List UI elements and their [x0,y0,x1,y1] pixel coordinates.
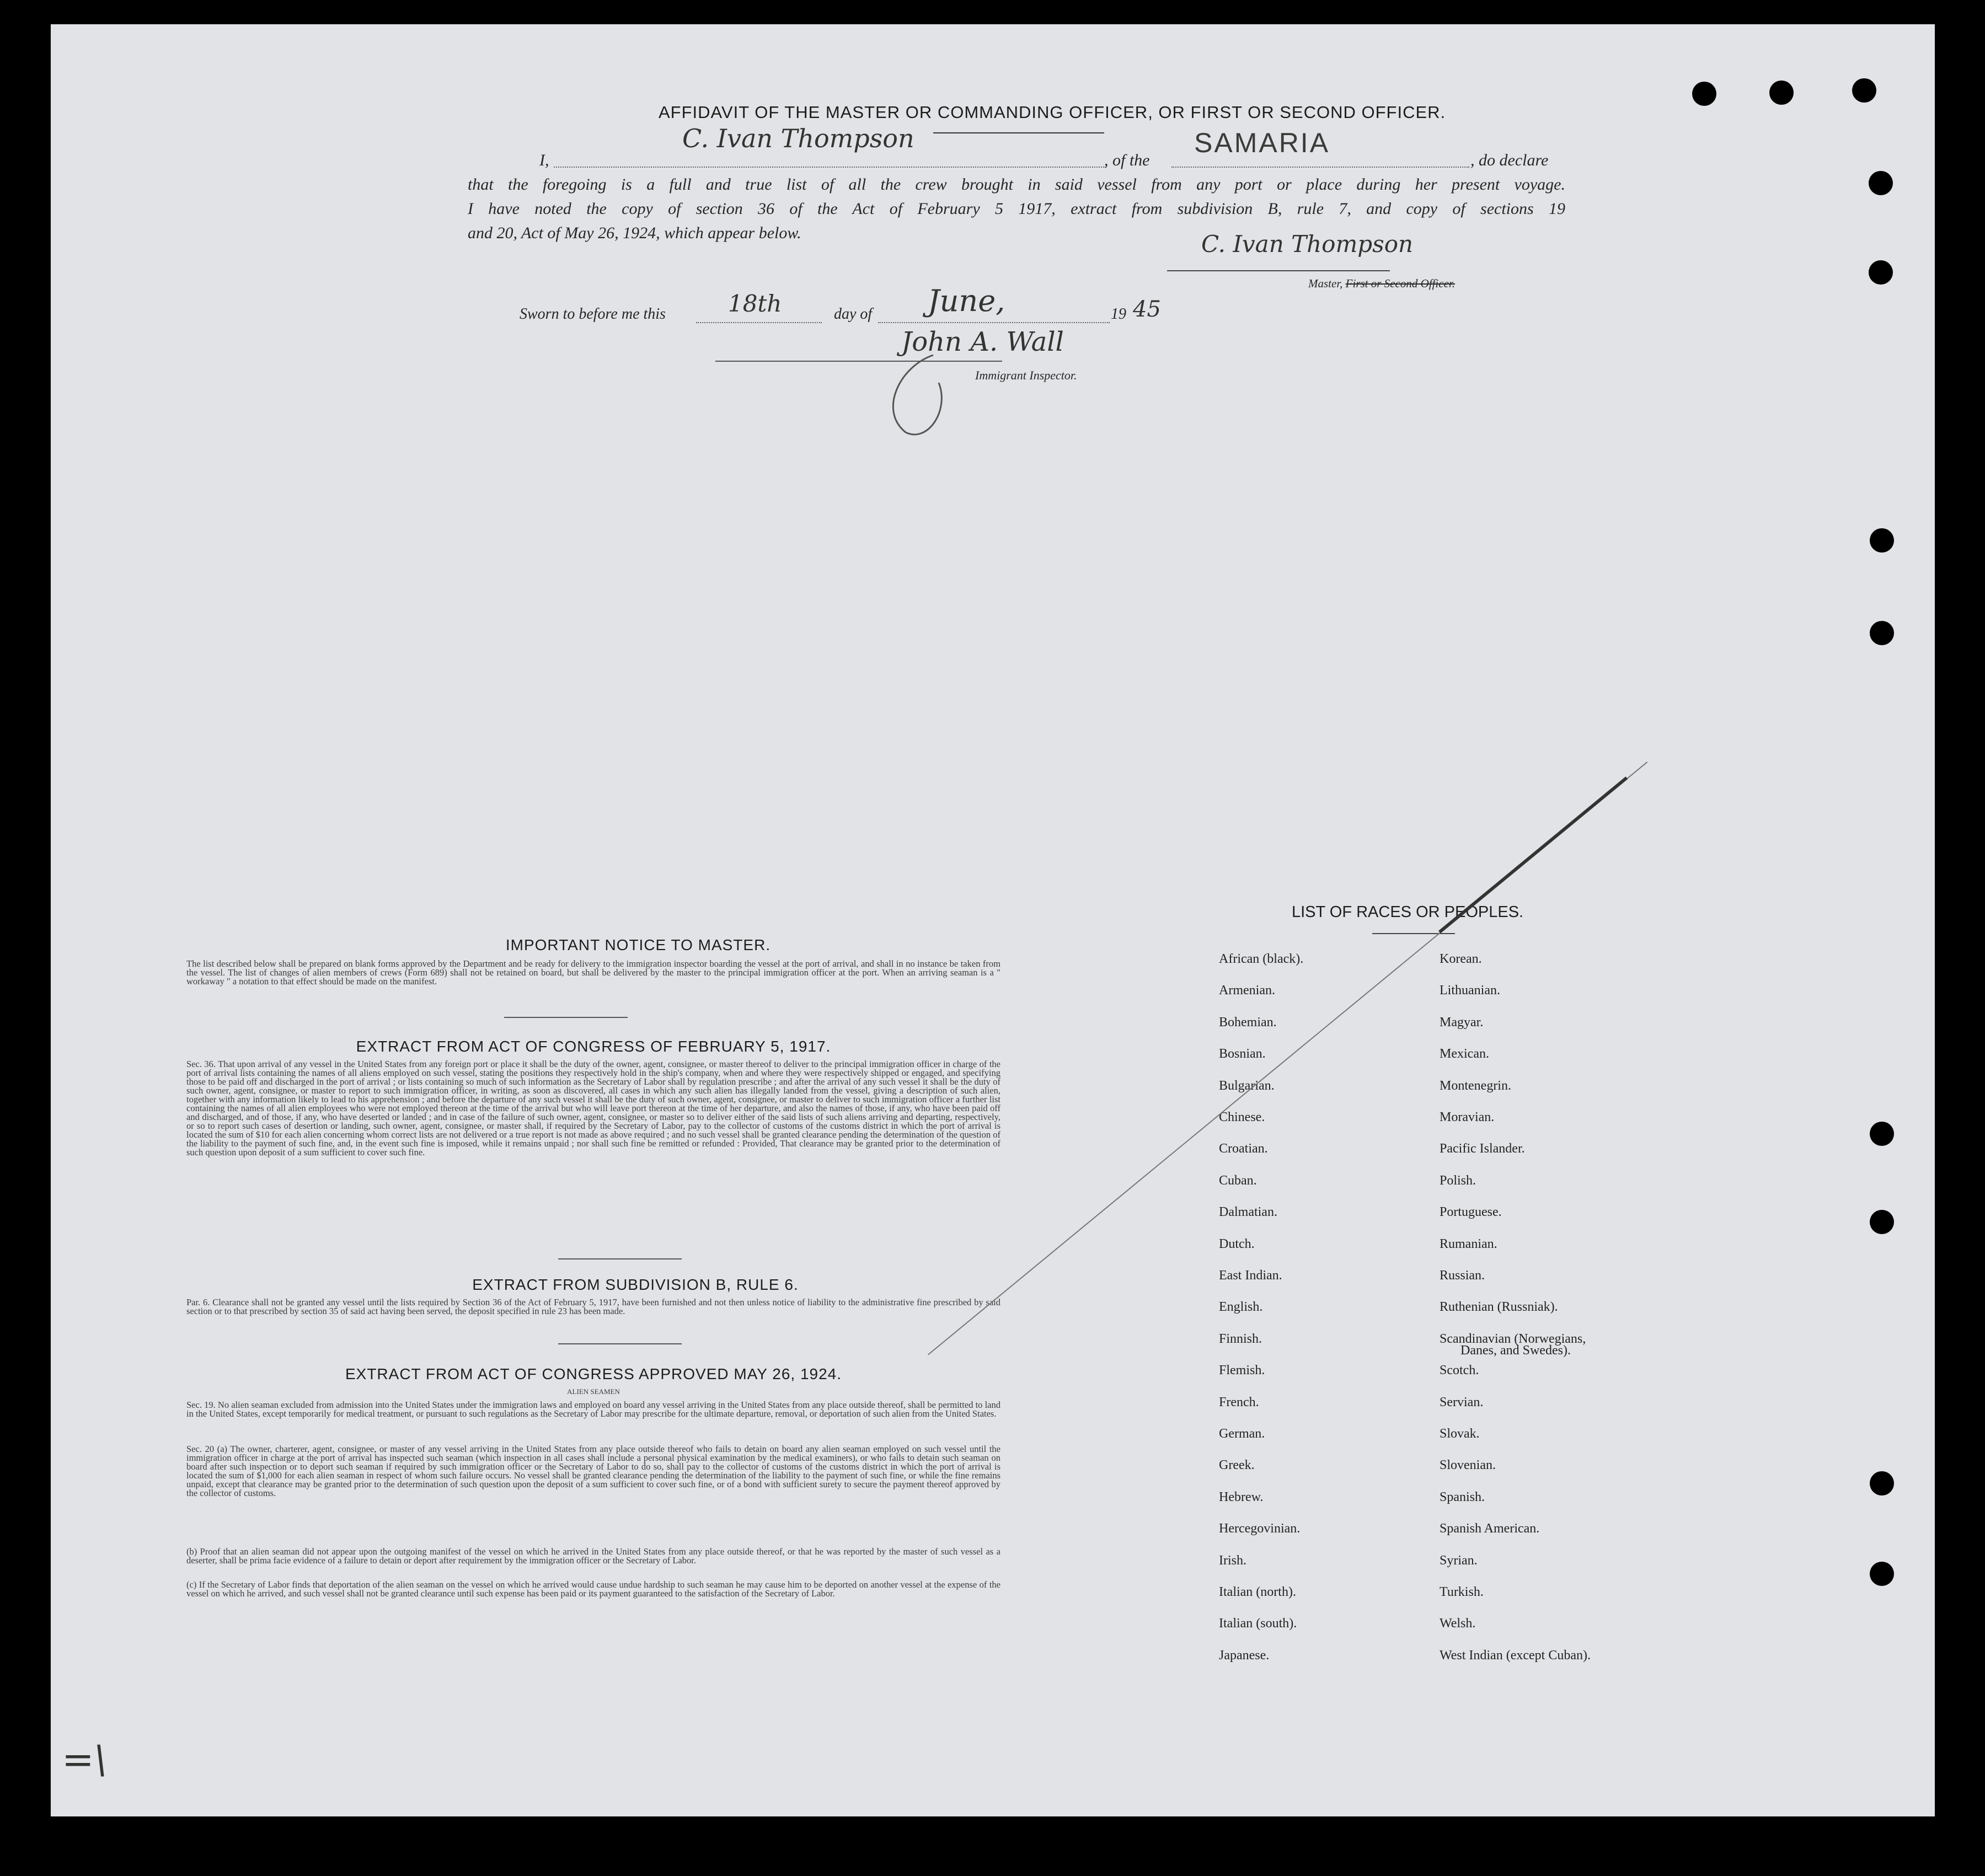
punch-hole [1869,171,1893,195]
race-item: Welsh. [1440,1616,1476,1631]
master-name-line [554,167,1106,168]
line1-i: I, [539,151,549,169]
notice-body: The list described below shall be prepared on blank forms approved by the Department and be ready for delivery to the immigration inspector boarding the vessel at the port of arrival, and shall in no instance be taken from the vessel. The list of changes of alien members of crews (Form 689) shall not be retained on board, but shall be delivered by the master to the principal immigration officer at the port. When an arriving seaman is a " workaway " a notation to that effect should be made on the manifest. [186,958,1000,987]
race-item: Hercegovinian. [1219,1521,1301,1536]
line1-of-the: , of the [1104,151,1150,169]
race-scandinavian-continuation: Danes, and Swedes). [1460,1343,1571,1358]
punch-hole [1870,1471,1894,1496]
extract-1924-sec20a: Sec. 20 (a) The owner, charterer, agent, consignee, or master of any vessel arriving in the United States from any place outside thereof who fails to detain on board any alien seaman employed on such vessel until the immigration officer in charge at the port of arrival has inspected such seaman (which inspection in all cases shall include a personal physical examination by the medical examiners), or who fails to detain such seaman on board after such inspection or to deport such seaman if required by such immigration officer or the Secretary of Labor to do so, shall pay to the collector of customs of the customs district in which the port of arrival is located the sum of $1,000 for each alien seaman in respect of whom such failure occurs. No vessel shall be granted clearance pending the determination of the liability to the payment of such fine, or while the fine remains unpaid, except that clearance may be granted prior to the determination of such question upon the deposit of a sum sufficient to cover such fine, or of a bond with sufficient surety to secure the payment thereof approved by the collector of customs. [186,1444,1000,1498]
race-item: Rumanian. [1440,1236,1497,1251]
diagonal-cancel-heavy [1438,776,1628,934]
rule6-divider [558,1343,682,1344]
race-item: Armenian. [1219,983,1275,998]
race-item: Turkish. [1440,1585,1484,1599]
caption-struck-officer: First or Second Officer. [1345,277,1455,290]
line1-do-declare: , do declare [1470,151,1549,169]
race-item: Hebrew. [1219,1489,1264,1504]
extract-1924-sec20c: (c) If the Secretary of Labor finds that deportation of the alien seaman on the vessel on which he arrived would cause undue hardship to such seaman he may cause him to be deported on another vessel at the expense of the vessel on which he arrived, and such vessel shall not be granted clearance until such expense has been paid or its payment guaranteed to the satisfaction of the Secretary of Labor. [186,1579,1000,1599]
race-item: Slovenian. [1440,1458,1496,1473]
day-of-label: day of [834,305,873,323]
race-item: Italian (north). [1219,1585,1296,1599]
race-item: Bulgarian. [1219,1078,1275,1093]
punch-hole [1869,260,1893,285]
race-item: Croatian. [1219,1141,1268,1156]
signature-line [1167,270,1390,271]
race-item: Italian (south). [1219,1616,1297,1631]
race-item: Magyar. [1440,1015,1484,1030]
inspector-caption: Immigrant Inspector. [975,368,1077,382]
race-item: Finnish. [1219,1331,1262,1346]
punch-hole [1692,82,1716,106]
sworn-month-line [878,322,1110,323]
extract-1924-subheading: ALIEN SEAMEN [567,1387,620,1396]
race-item: Lithuanian. [1440,983,1500,998]
signature-caption [1308,277,1455,291]
sworn-day-handwritten: 18th [728,290,782,317]
race-item: Flemish. [1219,1363,1265,1378]
caption-master: Master, [1308,277,1343,290]
race-item: Portuguese. [1440,1205,1502,1220]
year-prefix: 19 [1111,305,1126,323]
race-item: Pacific Islander. [1440,1141,1525,1156]
race-item: Cuban. [1219,1173,1257,1188]
race-item: French. [1219,1395,1259,1409]
race-item: Chinese. [1219,1110,1265,1124]
race-item: English. [1219,1300,1263,1315]
sworn-day-line [696,322,822,323]
declaration-line4: and 20, Act of May 26, 1924, which appear below. [468,224,801,242]
race-item: Scandinavian (Norwegians, [1440,1331,1586,1346]
document-sheet [51,24,1935,1816]
affidavit-title: AFFIDAVIT OF THE MASTER OR COMMANDING OFFICER, OR FIRST OR SECOND OFFICER. [659,103,1446,122]
rule6-body: Par. 6. Clearance shall not be granted any vessel until the lists required by Section 36 of the Act of February 5, 1917, have been furnished and not then unless notice of liability to the administrative fine prescribed by said section or to that prescribed by section 35 of said act having been served, the deposit specified in rule 23 has been made. [186,1297,1000,1316]
pencil-mark: =\ [62,1737,108,1782]
vessel-name-stamp: SAMARIA [1194,127,1330,158]
title-underline [933,132,1104,133]
race-item: Polish. [1440,1173,1476,1188]
sworn-prefix: Sworn to before me this [520,305,666,323]
race-item: Slovak. [1440,1427,1480,1441]
notice-divider [504,1017,628,1018]
punch-hole [1870,528,1894,553]
punch-hole [1870,1562,1894,1586]
race-item: Dalmatian. [1219,1205,1277,1220]
extract-1924-sec20b: (b) Proof that an alien seaman did not appear upon the outgoing manifest of the vessel on which he arrived in the United States from any place outside thereof, or that he was reported by the master of such vessel as a deserter, shall be prima facie evidence of a failure to detain or deport after requirement by the immigration officer or the Secretary of Labor. [186,1546,1000,1566]
race-item: East Indian. [1219,1268,1282,1283]
punch-hole [1870,621,1894,645]
inspector-signature-flourish [867,333,977,443]
race-item: Syrian. [1440,1553,1478,1568]
race-item: Scotch. [1440,1363,1479,1378]
punch-hole [1769,81,1794,105]
extract-1917-heading: EXTRACT FROM ACT OF CONGRESS OF FEBRUARY 5, 1917. [356,1038,831,1055]
punch-hole [1852,78,1876,103]
extract-1924-heading: EXTRACT FROM ACT OF CONGRESS APPROVED MAY 26, 1924. [345,1365,842,1382]
race-item: Irish. [1219,1553,1246,1568]
race-item: Russian. [1440,1268,1485,1283]
extract-1924-sec19: Sec. 19. No alien seaman excluded from admission into the United States under the immigration laws and employed on board any vessel arriving in the United States from any place outside thereof, shall be permitted to land in the United States, except temporarily for medical treatment, or pursuant to such regulations as the Secretary of Labor may prescribe for the ultimate departure, removal, or deportation of such alien from the United States. [186,1400,1000,1419]
race-item: German. [1219,1427,1265,1441]
race-item: Montenegrin. [1440,1078,1511,1093]
inspector-signature: John A. Wall [901,326,1064,357]
race-item: Spanish American. [1440,1521,1540,1536]
race-item: Mexican. [1440,1047,1489,1062]
races-heading-underline [1372,933,1455,934]
race-item: Greek. [1219,1458,1255,1473]
master-signature: C. Ivan Thompson [1201,231,1414,258]
extract-1917-divider [558,1258,682,1259]
year-suffix-handwritten: 45 [1133,297,1161,322]
race-item: Japanese. [1219,1648,1270,1663]
race-item: Bosnian. [1219,1047,1266,1062]
rule6-heading: EXTRACT FROM SUBDIVISION B, RULE 6. [472,1276,799,1293]
master-name-handwritten: C. Ivan Thompson [682,124,914,153]
sworn-month-handwritten: June, [928,283,1005,318]
races-heading: LIST OF RACES OR PEOPLES. [1292,903,1524,921]
race-item: Moravian. [1440,1110,1495,1124]
race-item: Ruthenian (Russniak). [1440,1300,1558,1315]
vessel-name-line [1171,167,1469,168]
race-item: African (black). [1219,952,1304,966]
declaration-line2: that the foregoing is a full and true list of all the crew brought in said vessel from any port or place during her present voyage. [468,175,1565,194]
notice-heading: IMPORTANT NOTICE TO MASTER. [505,936,771,953]
race-item: Korean. [1440,952,1482,966]
race-item: Servian. [1440,1395,1484,1409]
punch-hole [1870,1210,1894,1234]
race-item: Dutch. [1219,1236,1255,1251]
inspector-line [715,361,1002,362]
race-item: West Indian (except Cuban). [1440,1648,1591,1663]
race-item: Spanish. [1440,1489,1485,1504]
punch-hole [1870,1122,1894,1146]
extract-1917-body: Sec. 36. That upon arrival of any vessel in the United States from any foreign port or place it shall be the duty of the owner, agent, consignee, or master thereof to deliver to the principal immigration officer in charge of the port of arrival lists containing the names of all aliens employed on such vessel, stating the positions they respectively hold in the ship's company, when and where they were respectively shipped or engaged, and specifying those to be paid off and discharged in the port of arrival ; or lists containing so much of such information as the Secretary of Labor shall by regulation prescribe ; and after the arrival of any such vessel it shall be the duty of such owner, agent, consignee, or master to report to such immigration officer, in writing, as soon as discovered, all cases in which any such alien has illegally landed from the vessel, giving a description of such alien, together with any information likely to lead to his apprehension ; and before the departure of any such vessel it shall be the duty of such owner, agent, consignee, or master to deliver to such immigration officer a further list containing the names of all alien employees who were not employed thereon at the time of the arrival but who will leave port thereon at the time of her departure, and also the names of those, if any, who have been paid off and discharged, and of those, if any, who have deserted or landed ; and in case of the failure of such owner, agent, consignee, or master so to deliver either of the said lists of such aliens arriving and departing, respectively, or so to report such cases of desertion or landing, such owner, agent, consignee, or master shall, if required by the Secretary of Labor, pay to the collector of customs of the customs district in which the port of arrival is located the sum of $10 for each alien concerning whom correct lists are not delivered or a true report is not made as above required ; and no such vessel shall be granted clearance pending the determination of the question of the liability to the payment of such fine, and, in the event such fine is imposed, while it remains unpaid ; nor shall such fine be remitted or refunded : Provided, That clearance may be granted prior to the determination of such question upon deposit of a sum sufficient to cover such fine. [186,1059,1000,1157]
declaration-line3: I have noted the copy of section 36 of the Act of February 5 1917, extract from subdivision B, rule 7, and copy of sections 19 [468,200,1565,218]
race-item: Bohemian. [1219,1015,1277,1030]
